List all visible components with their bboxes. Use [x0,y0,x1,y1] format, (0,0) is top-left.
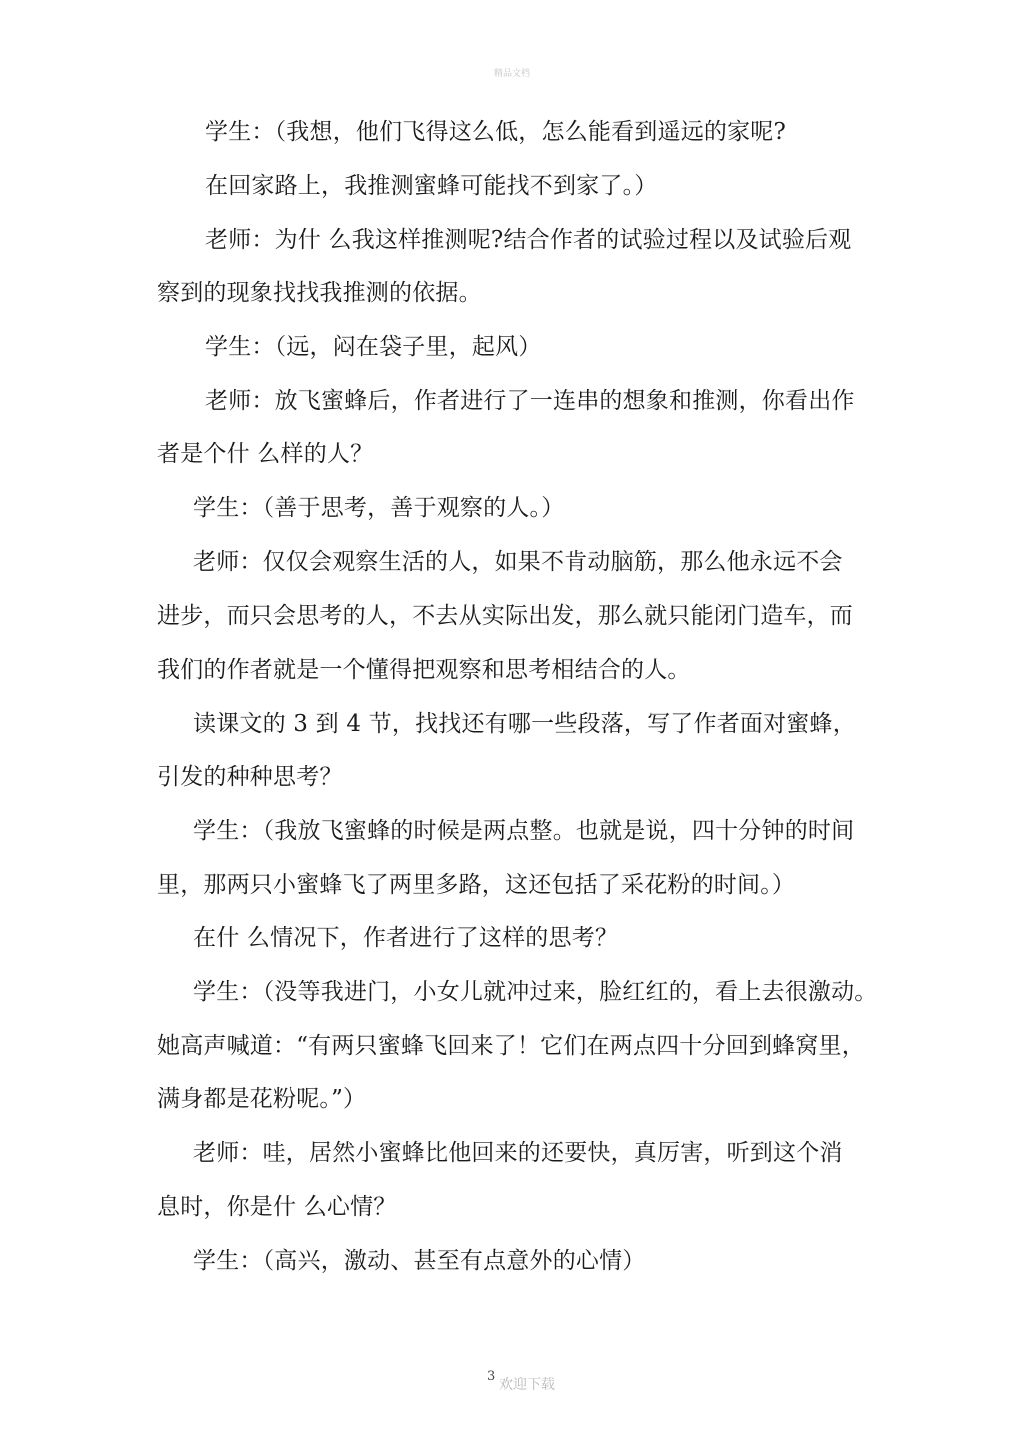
text-line: 学生：（我想，他们飞得这么低，怎么能看到遥远的家呢? [205,119,787,145]
header-watermark: 精品文档 [493,69,530,79]
text-line: 满身都是花粉呢。”） [157,1086,367,1112]
text-line: 引发的种种思考？ [157,764,343,790]
text-line: 学生：（善于思考，善于观察的人。） [193,495,565,521]
text-line: 察到的现象找找我推测的依据。 [157,280,482,306]
text-line: 学生：（远，闷在袋子里，起风） [205,334,542,360]
text-line: 我们的作者就是一个懂得把观察和思考相结合的人。 [157,657,691,683]
text-line: 读课文的 3 到 4 节，找找还有哪一些段落，写了作者面对蜜蜂， [193,711,856,737]
text-line: 老师：放飞蜜蜂后，作者进行了一连串的想象和推测，你看出作 [205,388,855,414]
text-line: 老师：为什 么我这样推测呢?结合作者的试验过程以及试验后观 [205,227,852,253]
text-line: 学生：（没等我进门，小女儿就冲过来，脸红红的，看上去很激动。 [193,979,878,1005]
text-line: 老师：仅仅会观察生活的人，如果不肯动脑筋，那么他永远不会 [193,549,843,575]
text-line: 老师：哇，居然小蜜蜂比他回来的还要快，真厉害，听到这个消 [193,1140,843,1166]
text-line: 在回家路上，我推测蜜蜂可能找不到家了。） [205,173,658,199]
text-line: 学生：（高兴，激动、甚至有点意外的心情） [193,1248,646,1274]
text-line: 里，那两只小蜜蜂飞了两里多路，这还包括了采花粉的时间。） [157,872,796,898]
text-line: 学生：（我放飞蜜蜂的时候是两点整。也就是说，四十分钟的时间 [193,818,855,844]
text-line: 她高声喊道：“有两只蜜蜂飞回来了！它们在两点四十分回到蜂窝里， [157,1033,865,1059]
text-line: 进步，而只会思考的人，不去从实际出发，那么就只能闭门造车，而 [157,603,853,629]
page-number: 3 [487,1369,496,1384]
text-line: 在什 么情况下，作者进行了这样的思考？ [193,925,619,951]
text-line: 者是个什 么样的人？ [157,441,374,467]
footer-text: 欢迎下载 [499,1377,555,1393]
text-line: 息时，你是什 么心情？ [157,1194,397,1220]
